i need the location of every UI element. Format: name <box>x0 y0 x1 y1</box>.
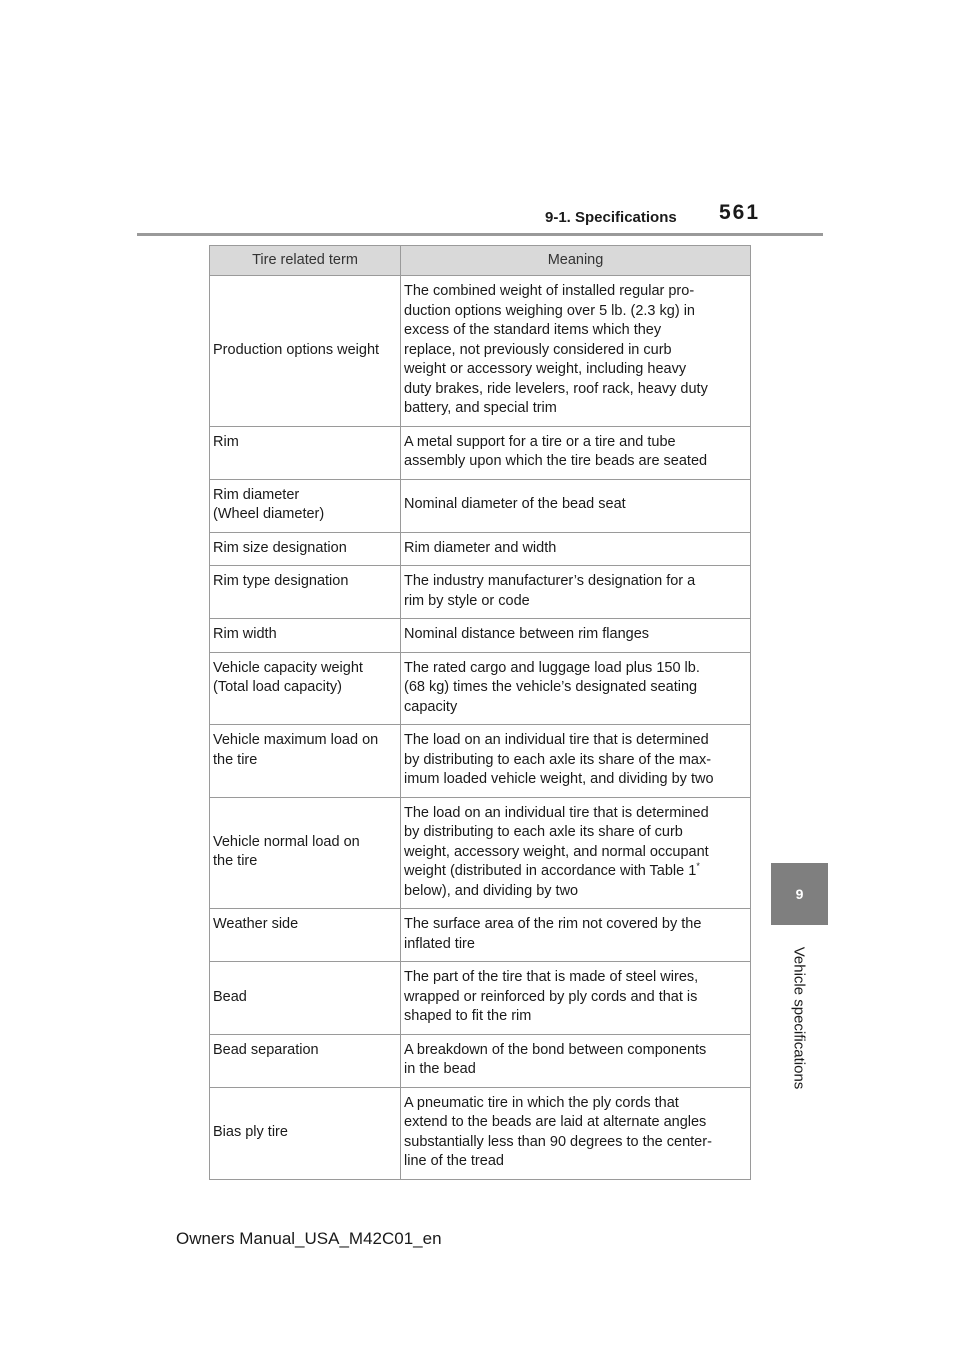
chapter-label: Vehicle specifications <box>790 946 808 1090</box>
term-cell: Weather side <box>210 909 401 962</box>
meaning-text: below), and dividing by two <box>404 882 579 899</box>
table-row <box>210 909 751 962</box>
meaning-cell: The industry manufacturer’s designation for a rim by style or code <box>401 566 751 619</box>
table-row <box>210 797 751 909</box>
table-row <box>210 619 751 653</box>
footnote-marker: * <box>696 861 700 872</box>
table-row <box>210 962 751 1035</box>
header-divider <box>137 233 823 236</box>
table-row <box>210 276 751 427</box>
table-row <box>210 1087 751 1179</box>
meaning-cell: The load on an individual tire that is determined by distributing to each axle its share of the max- imum loaded vehicle weight, and dividing by two <box>401 725 751 798</box>
column-header-meaning: Meaning <box>401 246 751 276</box>
table-row <box>210 566 751 619</box>
table-row <box>210 479 751 532</box>
meaning-cell: The rated cargo and luggage load plus 150 lb. (68 kg) times the vehicle’s designated seating capacity <box>401 652 751 725</box>
term-cell: Bead separation <box>210 1034 401 1087</box>
term-cell: Rim diameter (Wheel diameter) <box>210 479 401 532</box>
table-row <box>210 652 751 725</box>
term-cell: Rim type designation <box>210 566 401 619</box>
term-cell: Bead <box>210 962 401 1035</box>
meaning-cell <box>401 797 751 909</box>
term-cell: Vehicle maximum load on the tire <box>210 725 401 798</box>
meaning-cell: The combined weight of installed regular pro- duction options weighing over 5 lb. (2.3 kg) in excess of the standard items which they replace, not previously considered in curb weight or accessory weight, including heavy duty brakes, ride levelers, roof rack, heavy duty battery, and special trim <box>401 276 751 427</box>
table-row <box>210 532 751 566</box>
tire-terms-table <box>209 245 751 1180</box>
table-header-row <box>210 246 751 276</box>
term-cell: Production options weight <box>210 276 401 427</box>
manual-footer: Owners Manual_USA_M42C01_en <box>176 1229 442 1248</box>
page-number: 561 <box>719 201 761 224</box>
term-cell: Rim <box>210 426 401 479</box>
meaning-cell: A breakdown of the bond between components in the bead <box>401 1034 751 1087</box>
term-cell: Vehicle normal load on the tire <box>210 797 401 909</box>
meaning-cell: A pneumatic tire in which the ply cords that extend to the beads are laid at alternate angles substantially less than 90 degrees to the center- line of the tread <box>401 1087 751 1179</box>
meaning-cell: A metal support for a tire or a tire and tube assembly upon which the tire beads are seated <box>401 426 751 479</box>
chapter-number: 9 <box>795 886 804 902</box>
term-cell: Rim width <box>210 619 401 653</box>
term-cell: Vehicle capacity weight (Total load capacity) <box>210 652 401 725</box>
chapter-tab <box>771 863 828 925</box>
term-cell: Bias ply tire <box>210 1087 401 1179</box>
meaning-text: The load on an individual tire that is determined by distributing to each axle its share of curb weight, accessory weight, and normal occupant weight (distributed in accordance with Table 1 <box>404 804 709 879</box>
column-header-term: Tire related term <box>210 246 401 276</box>
meaning-cell: The part of the tire that is made of steel wires, wrapped or reinforced by ply cords and that is shaped to fit the rim <box>401 962 751 1035</box>
meaning-cell: Nominal distance between rim flanges <box>401 619 751 653</box>
term-cell: Rim size designation <box>210 532 401 566</box>
meaning-cell: Nominal diameter of the bead seat <box>401 479 751 532</box>
table-row <box>210 426 751 479</box>
meaning-cell: The surface area of the rim not covered by the inflated tire <box>401 909 751 962</box>
section-title: 9-1. Specifications <box>545 209 677 226</box>
table-row <box>210 1034 751 1087</box>
table-row <box>210 725 751 798</box>
meaning-cell: Rim diameter and width <box>401 532 751 566</box>
